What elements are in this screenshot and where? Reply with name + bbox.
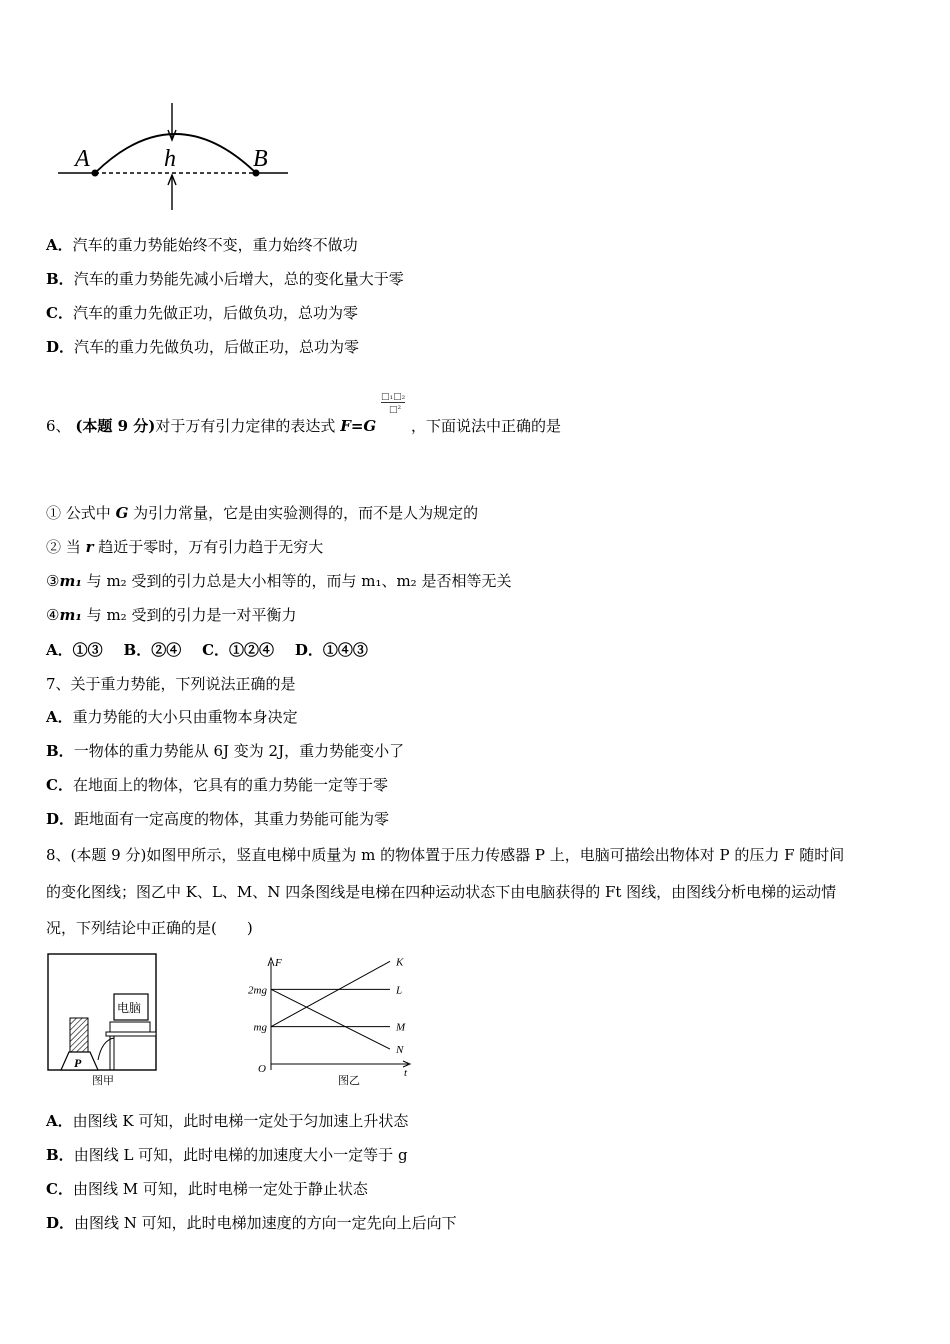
statement-text: 公式中 <box>61 504 116 522</box>
bridge-figure <box>55 100 295 215</box>
q7-option-c <box>46 775 388 795</box>
q7-option-b <box>46 741 404 761</box>
option-key: C． <box>46 776 73 794</box>
cable <box>98 1038 114 1060</box>
series-label-M: M <box>396 1021 406 1034</box>
statement-text: 与 m₂ 受到的引力总是大小相等的，而与 m₁、m₂ 是否相等无关 <box>81 572 512 590</box>
table-top <box>106 1032 156 1036</box>
statement-var: m₁ <box>59 606 82 624</box>
figure-elevator <box>46 952 162 1088</box>
object-block <box>70 1018 88 1052</box>
formula-fraction <box>381 392 411 436</box>
option-text: 由图线 L 可知，此时电梯的加速度大小一定等于 g <box>73 1146 408 1164</box>
fraction-denominator: □² <box>389 405 402 415</box>
statement-var: G <box>115 504 129 522</box>
statement-var: r <box>85 538 94 556</box>
q6-statement-3 <box>46 571 511 591</box>
x-axis-label: t <box>404 1067 408 1079</box>
option-key: D． <box>46 338 75 356</box>
q8-option-d <box>46 1213 457 1233</box>
q7-title: 7、关于重力势能，下列说法正确的是 <box>46 675 296 693</box>
q6-statement-4 <box>46 605 296 625</box>
option-key: D． <box>46 1214 75 1232</box>
computer-base <box>110 1022 150 1032</box>
label-h: h <box>164 146 176 172</box>
option-text: 由图线 N 可知，此时电梯加速度的方向一定先向上后向下 <box>74 1214 457 1232</box>
option-key: A． <box>46 236 73 254</box>
label-a: A <box>75 146 90 172</box>
sensor-label: P <box>74 1056 82 1070</box>
q5-option-d <box>46 337 359 357</box>
question-number: 6、 <box>46 417 71 435</box>
option-key: B． <box>46 1146 74 1164</box>
series-label-L: L <box>396 984 403 997</box>
y-axis-label: F <box>275 957 282 969</box>
figure-caption: 图甲 <box>92 1075 114 1087</box>
option-text: 由图线 K 可知，此时电梯一定处于匀加速上升状态 <box>72 1112 409 1130</box>
statement-text: 趋近于零时，万有引力趋于无穷大 <box>93 538 324 556</box>
formula: F=G <box>340 417 377 435</box>
q8-option-a <box>46 1111 408 1131</box>
option-text: 距地面有一定高度的物体，其重力势能可能为零 <box>74 810 390 828</box>
label-b: B <box>253 146 268 172</box>
question-score: (本题 9 分) <box>75 417 156 435</box>
series-line-N <box>271 989 390 1049</box>
option-key: C． <box>46 304 73 322</box>
point-a <box>92 170 99 177</box>
statement-mark: ④ <box>46 606 60 624</box>
chart-caption: 图乙 <box>338 1075 360 1087</box>
q6-choices: A．①③ B．②④ C．①②④ D．①④③ <box>46 641 368 659</box>
q7-option-d <box>46 809 389 829</box>
option-key: A． <box>46 708 73 726</box>
series-line-K <box>271 961 390 1026</box>
statement-mark: ① <box>46 504 62 522</box>
statement-text: 当 <box>61 538 86 556</box>
q6-statement-1 <box>46 503 478 523</box>
fraction-numerator: □₁□₂ <box>381 392 406 402</box>
stem-text: ，下面说法中正确的是 <box>411 417 562 435</box>
statement-mark: ② <box>46 538 62 556</box>
option-text: 汽车的重力先做正功，后做负功，总功为零 <box>72 304 358 322</box>
origin-label: O <box>258 1063 266 1075</box>
series-label-K: K <box>396 956 404 969</box>
option-text: 一物体的重力势能从 6J 变为 2J，重力势能变小了 <box>73 742 405 760</box>
q7-option-a <box>46 707 298 727</box>
q6-stem <box>46 392 562 436</box>
option-text: 汽车的重力势能始终不变，重力始终不做功 <box>72 236 358 254</box>
q5-option-c <box>46 303 358 323</box>
option-text: 在地面上的物体，它具有的重力势能一定等于零 <box>72 776 388 794</box>
q8-stem-line-1: 8、(本题 9 分)如图甲所示，竖直电梯中质量为 m 的物体置于压力传感器 P 上，电脑可描绘出物体对 P 的压力 F 随时间 <box>46 846 845 864</box>
q5-option-a <box>46 235 358 255</box>
option-text: 汽车的重力先做负功，后做正功，总功为零 <box>74 338 360 356</box>
option-key: A． <box>46 1112 73 1130</box>
option-key: C． <box>46 1180 73 1198</box>
q8-option-c <box>46 1179 368 1199</box>
statement-text: 为引力常量，它是由实验测得的，而不是人为规定的 <box>128 504 479 522</box>
option-text: 汽车的重力势能先减小后增大，总的变化量大于零 <box>73 270 404 288</box>
computer-label: 电脑 <box>117 1001 142 1015</box>
figure-ft-chart <box>240 952 420 1088</box>
q8-option-b <box>46 1145 408 1165</box>
option-key: B． <box>46 742 74 760</box>
option-key: D． <box>46 810 75 828</box>
y-tick-label: mg <box>253 1021 267 1034</box>
option-text: 由图线 M 可知，此时电梯一定处于静止状态 <box>72 1180 368 1198</box>
option-key: B． <box>46 270 74 288</box>
statement-var: m₁ <box>59 572 82 590</box>
statement-mark: ③ <box>46 572 60 590</box>
q8-stem-line-3: 况，下列结论中正确的是( ) <box>46 919 253 937</box>
statement-text: 与 m₂ 受到的引力是一对平衡力 <box>81 606 297 624</box>
y-tick-label: 2mg <box>248 984 267 997</box>
option-text: 重力势能的大小只由重物本身决定 <box>72 708 298 726</box>
series-label-N: N <box>396 1044 404 1057</box>
q6-statement-2 <box>46 537 323 557</box>
q8-stem-line-2: 的变化图线；图乙中 K、L、M、N 四条图线是电梯在四种运动状态下由电脑获得的 Ft 图线，由图线分析电梯的运动情 <box>46 883 837 901</box>
stem-text: 对于万有引力定律的表达式 <box>155 417 341 435</box>
q5-option-b <box>46 269 404 289</box>
